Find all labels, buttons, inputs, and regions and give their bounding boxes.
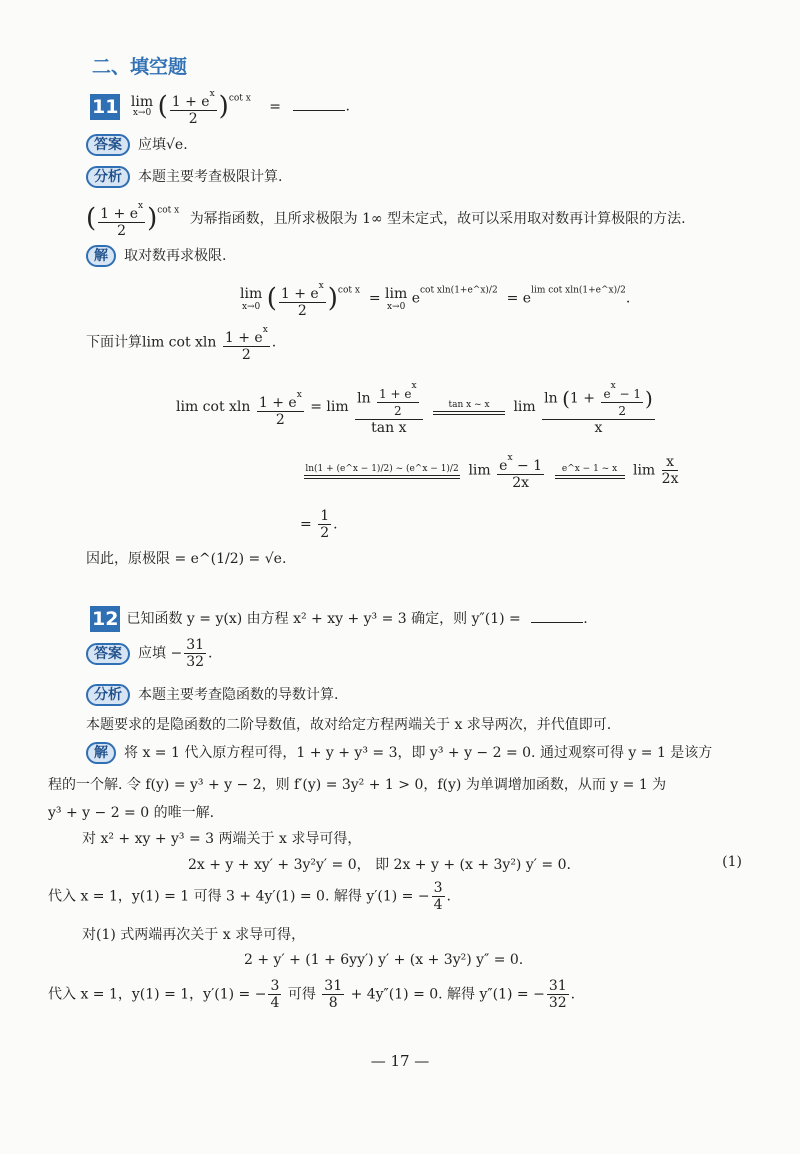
analysis-badge: 分析 [86, 166, 130, 188]
equation-1: 2x + y + xy′ + 3y²y′ = 0， 即 2x + y + (x + 3y²) y′ = 0. [188, 857, 571, 873]
solution-badge: 解 [86, 742, 116, 764]
explanation-row: ( $\frac{1 + e^x}{2}$ )$^{cot x}$ 为幂指函数，且所求极限为 1∞ 型未定式，故可以采用取对数再计算极限的方法. [86, 198, 686, 239]
solution-text: 将 x = 1 代入原方程可得，1 + y + y³ = 3，即 y³ + y − 2 = 0. 通过观察可得 y = 1 是该方 [124, 745, 713, 761]
frac-den: 32 [186, 654, 205, 670]
analysis-row-12 [86, 684, 338, 706]
equation-chain-2: ln(1 + (e^x − 1)/2) ~ (e^x − 1)/2 lim $\frac{e^x - 1}{2x}$ e^x − 1 ~ x lim $\frac{x}{2x}$ [300, 450, 680, 491]
equation-chain-3: = $\frac{1}{2}$ . [300, 508, 338, 541]
answer-badge: 答案 [86, 643, 130, 665]
solution-line-3: y³ + y − 2 = 0 的唯一解. [48, 805, 215, 821]
solution-line-5: 代入 x = 1，y(1) = 1 可得 3 + 4y′(1) = 0. 解得 y′(1) = − $\frac{3}{4}$ . [48, 880, 451, 913]
step-expr: lim cot xln [142, 334, 217, 351]
solution-line-4: 对 x² + xy + y³ = 3 两端关于 x 求导可得， [82, 831, 362, 847]
page-number: — 17 — [370, 1052, 430, 1070]
step-label: 下面计算 [86, 334, 142, 351]
frac-num: 3 [433, 880, 443, 896]
question-text: 已知函数 y = y(x) 由方程 x² + xy + y³ = 3 确定，则 y″(1) = [126, 611, 521, 627]
explanation-text: 为幂指函数，且所求极限为 1∞ 型未定式，故可以采用取对数再计算极限的方法. [189, 210, 686, 227]
frac-den: 2 [188, 111, 198, 127]
equation-number: (1) [722, 854, 742, 870]
answer-row-12: 答案 应填 − $\frac{31}{32}$ . [86, 637, 212, 670]
frac-den: 4 [433, 897, 443, 913]
equals: = [269, 98, 282, 115]
answer-badge: 答案 [86, 134, 130, 156]
analysis-row [86, 166, 282, 188]
answer-blank [531, 608, 583, 623]
section-title: 二、填空题 [92, 56, 188, 78]
line-text-b: 可得 [287, 986, 316, 1003]
solution-line-6: 对(1) 式两端再次关于 x 求导可得， [82, 927, 306, 943]
frac-num: 31 [186, 637, 205, 653]
question-12: 12 已知函数 y = y(x) 由方程 x² + xy + y³ = 3 确定，则 y″(1) = . [92, 608, 588, 630]
solution-text: 取对数再求极限. [124, 248, 227, 264]
equation-2: 2 + y′ + (1 + 6yy′) y′ + (x + 3y²) y″ = 0. [244, 952, 524, 968]
question-number: 11 [92, 95, 119, 118]
solution-line-7: 代入 x = 1，y(1) = 1，y′(1) = − $\frac{3}{4}$ 可得 $\frac{31}{8}$ + 4y″(1) = 0. 解得 y″(1) = − $\frac{31}{32}$ . [48, 978, 576, 1011]
answer-text: 应填√e. [138, 137, 188, 153]
solution-line-1 [86, 742, 712, 764]
answer-row [86, 134, 188, 156]
lim-text: lim [130, 94, 154, 110]
question-number: 12 [92, 608, 119, 630]
frac-num: 1 + e [171, 94, 210, 110]
lim-sub: x→0 [132, 108, 152, 118]
solution-row [86, 245, 226, 267]
equation-chain-1: lim cot xln $\frac{1 + e^x}{2}$ = lim ln $\frac{1 + e^x}{2}$ tan x tan x ~ x lim ln (1 + $\frac{e^x - 1}{2}$ ) x [176, 378, 657, 436]
analysis-badge: 分析 [86, 684, 130, 706]
explanation-12: 本题要求的是隐函数的二阶导数值，故对给定方程两端关于 x 求导两次，并代值即可. [86, 717, 612, 733]
analysis-text: 本题主要考查隐函数的导数计算. [138, 687, 339, 703]
conclusion-11: 因此，原极限 = e^(1/2) = √e. [86, 551, 287, 567]
solution-badge: 解 [86, 245, 116, 267]
line-text-a: 代入 x = 1，y(1) = 1，y′(1) = − [48, 986, 267, 1003]
answer-blank [293, 96, 345, 111]
equation-log: lim x→0 ( $\frac{1 + e^x}{2}$ )$^{cot x}$ = lim x→0 $e^{cot xln(1+e\^{}x)/2} = e^{lim cot xln(1+e\^{}x)/2}$. [240, 278, 630, 319]
answer-text: 应填 − [138, 645, 183, 662]
exponent: cot x [228, 93, 251, 104]
line-text-c: + 4y″(1) = 0. 解得 y″(1) = − [350, 986, 545, 1003]
step-line: 下面计算lim cot xln $\frac{1 + e^x}{2}$ . [86, 322, 276, 363]
solution-line-2: 程的一个解. 令 f(y) = y³ + y − 2，则 f′(y) = 3y² + 1 > 0，f(y) 为单调增加函数，从而 y = 1 为 [48, 777, 667, 793]
line-text: 代入 x = 1，y(1) = 1 可得 3 + 4y′(1) = 0. 解得 y′(1) = − [48, 888, 430, 905]
question-11: 11 lim x→0 ( $\frac{1 + e^x}{2}$ )$^{cot x}$ = . [90, 86, 350, 127]
analysis-text: 本题主要考查极限计算. [138, 169, 283, 185]
